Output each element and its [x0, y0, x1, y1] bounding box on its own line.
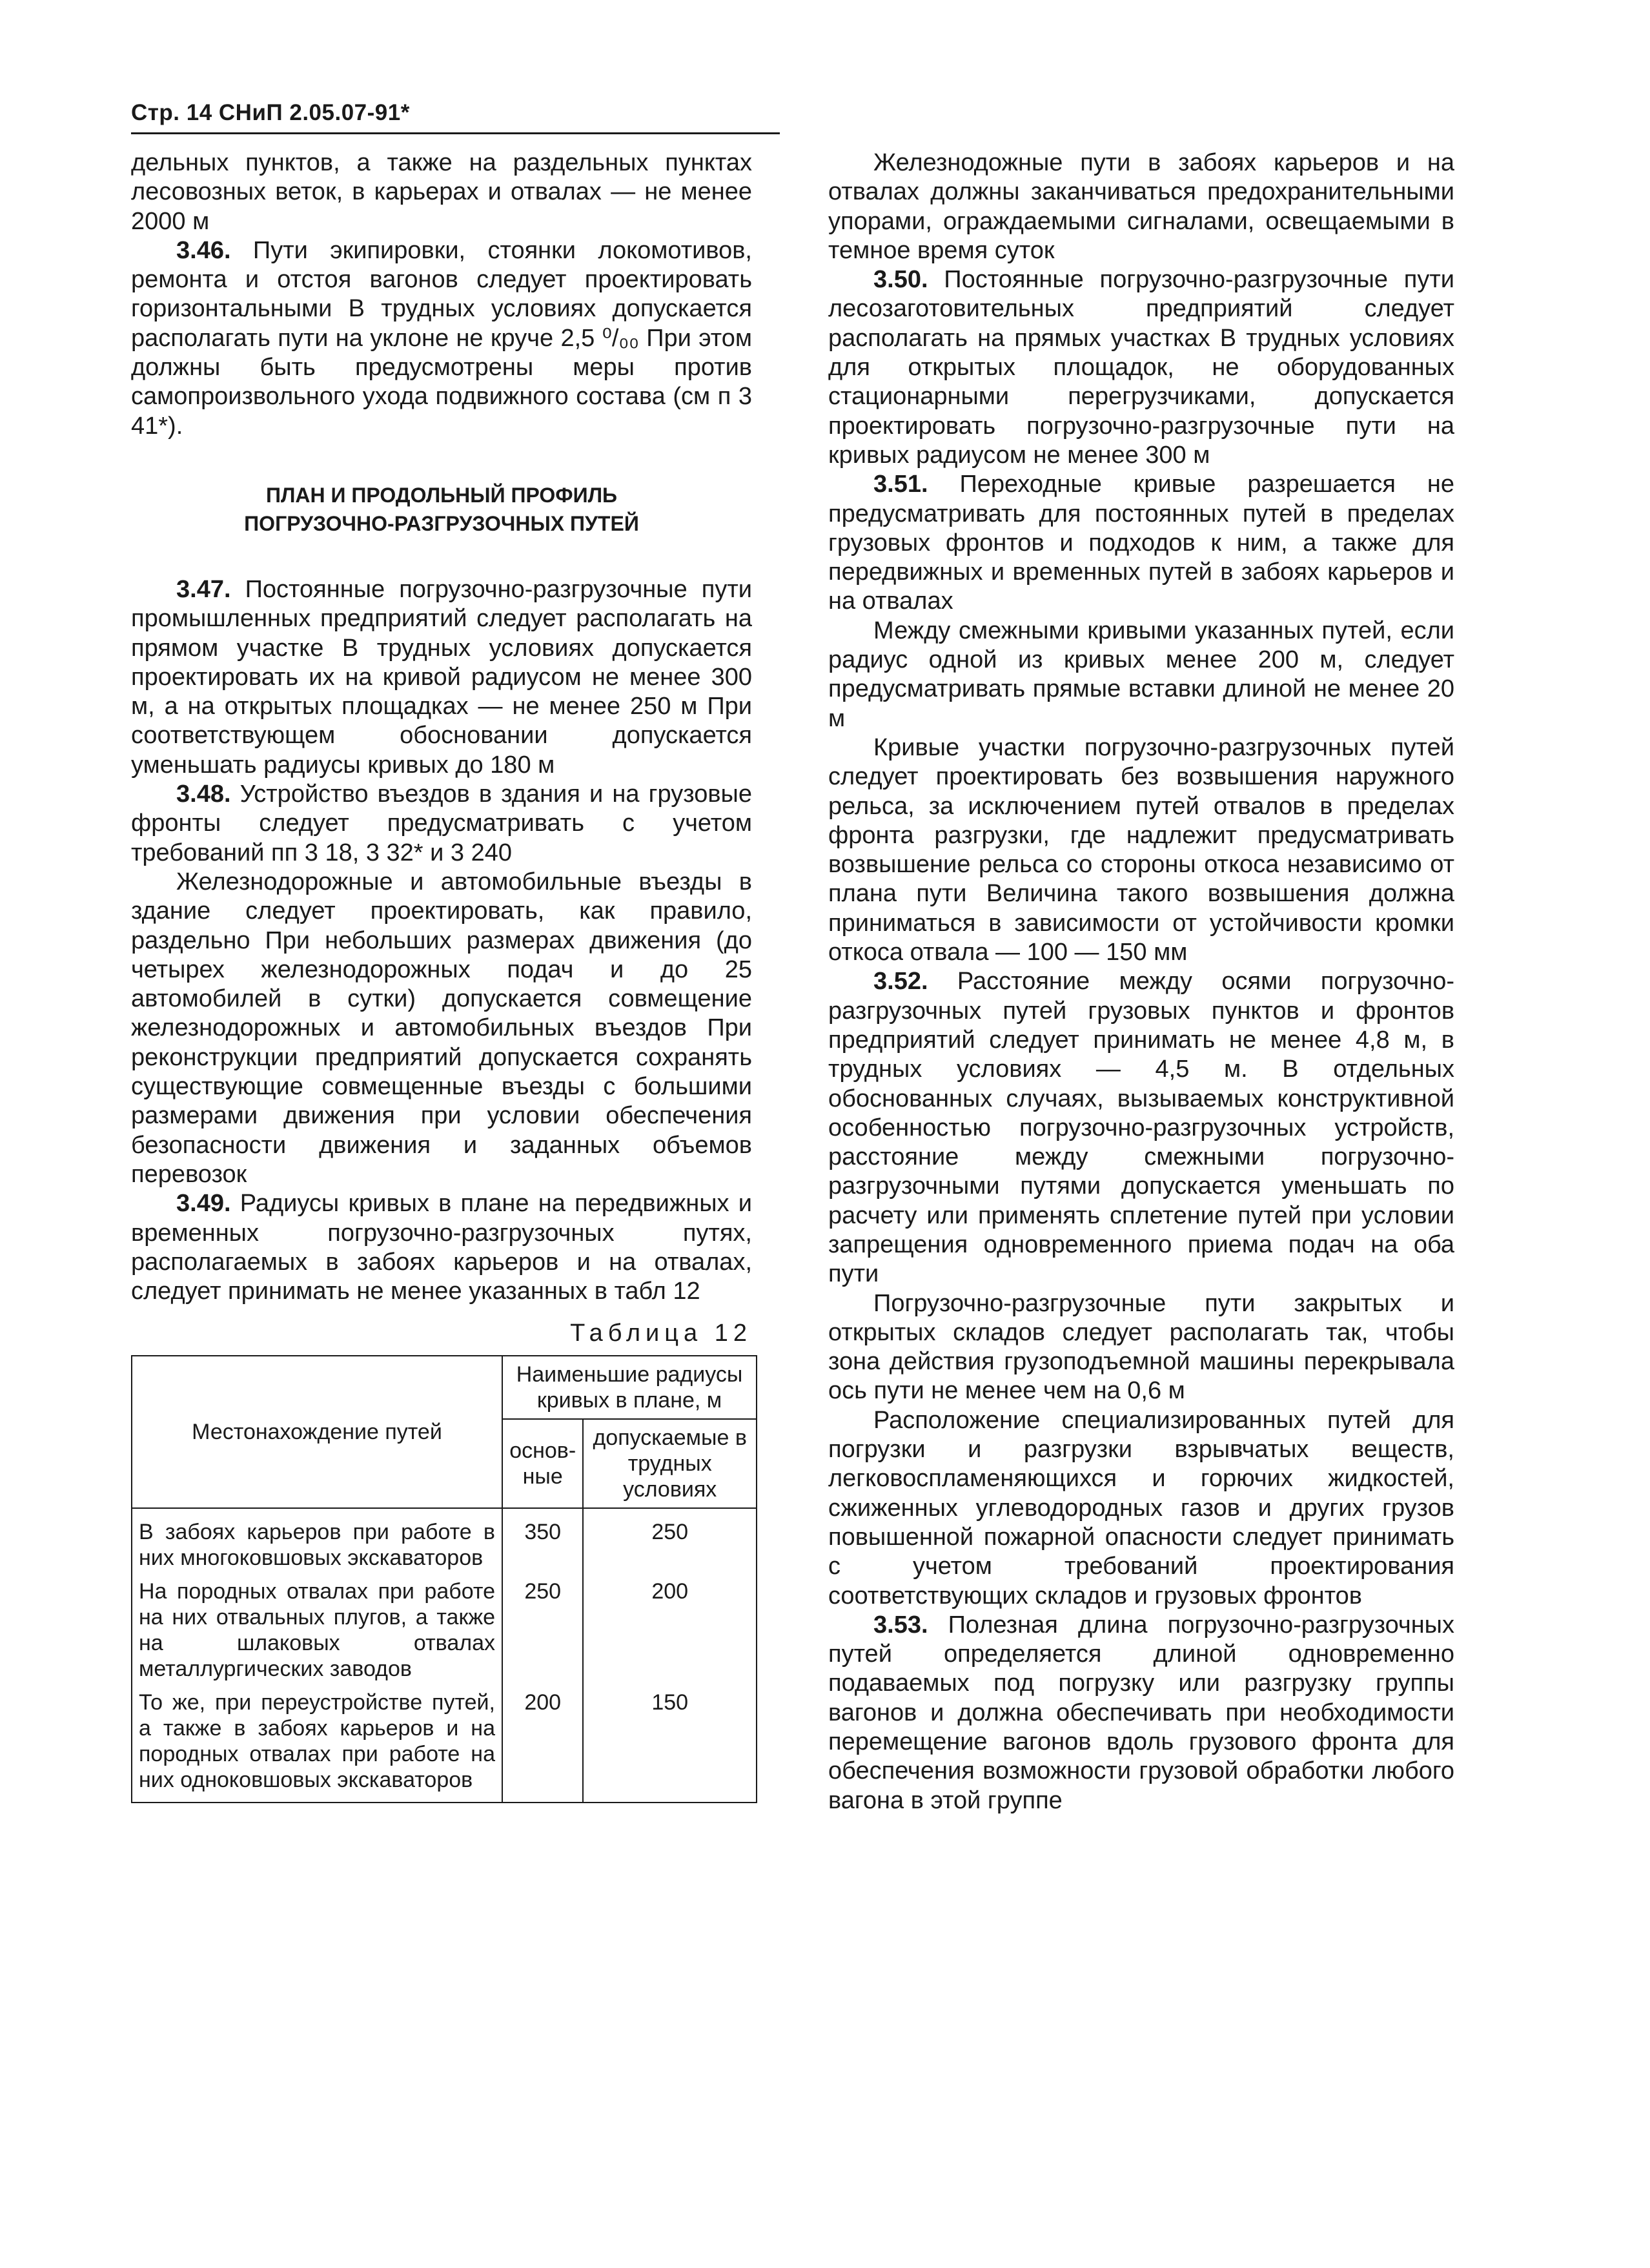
paragraph: Железнодорожные и автомобильные въезды в здание следует проектировать, как правило, раздельно При небольших размерах движения (до четырех железнодорожных подач и до 25 автомобилей в сутки) допускается совмещение железнодорожных и автомобильных въездов При реконструкции предприятий допускается сохранять существующие совмещенные въезды с большими размерами движения при условии обеспечения безопасности движения и заданных объемов перевозок — [131, 868, 752, 1188]
table-row — [132, 1686, 757, 1803]
cell-location: На породных отвалах при работе на них отвальных плугов, а также на шлаковых отвалах металлургических заводов — [132, 1575, 502, 1686]
paragraph: Между смежными кривыми указанных путей, если радиус одной из кривых менее 200 м, следует предусматривать прямые вставки длиной не менее 20 м — [828, 617, 1454, 732]
cell-allowed: 250 — [583, 1508, 757, 1575]
paragraph-3-49 — [131, 1189, 752, 1306]
header-main: основ-ные — [502, 1419, 583, 1508]
cell-location: То же, при переустройстве путей, а также в забоях карьеров и на породных отвалах при работе на них одноковшовых экскаваторов — [132, 1686, 502, 1803]
table-header-row — [132, 1356, 757, 1419]
clause-number: 3.53. — [873, 1611, 928, 1639]
paragraph-3-53 — [828, 1611, 1454, 1815]
paragraph: Железнодожные пути в забоях карьеров и на отвалах должны заканчиваться предохранительными упорами, ограждаемыми сигналами, освещаемыми в темное время суток — [828, 149, 1454, 264]
cell-location: В забоях карьеров при работе в них многоковшовых экскаваторов — [132, 1508, 502, 1575]
header-location: Местонахождение путей — [132, 1356, 502, 1508]
paragraph-text: Устройство въездов в здания и на грузовые фронты следует предусматривать с учетом требований пп 3 18, 3 32* и 3 240 — [131, 781, 752, 866]
paragraph-text: Полезная длина погрузочно-разгрузочных путей определяется длиной одновременно подаваемых под погрузку или разгрузку группы вагонов и должна обеспечивать при необходимости перемещение вагонов вдоль грузового фронта для обеспечения возможности грузовой обработки любого вагона в этой группе — [828, 1611, 1454, 1814]
section-title — [131, 481, 752, 538]
paragraph-text: Пути экипировки, стоянки локомотивов, ремонта и отстоя вагонов следует проектировать горизонтальными В трудных условиях допускается располагать пути на уклоне не круче 2,5 ⁰/₀₀ При этом должны быть предусмотрены меры против самопроизвольного ухода подвижного состава (см п 3 41*). — [131, 236, 752, 440]
page-header: Стр. 14 СНиП 2.05.07-91* — [131, 100, 410, 125]
cell-main: 250 — [502, 1575, 583, 1686]
paragraph-text: Постоянные погрузочно-разгрузочные пути лесозаготовительных предприятий следует располагать на прямых участках В трудных условиях для открытых площадок, не оборудованных стационарными перегрузчиками, допускается проектировать погрузочно-разгрузочные пути на кривых радиусом не менее 300 м — [828, 266, 1454, 469]
paragraph: дельных пунктов, а также на раздельных пунктах лесовозных веток, в карьерах и отвалах — не менее 2000 м — [131, 149, 752, 235]
paragraph-3-52 — [828, 967, 1454, 1289]
table-12 — [131, 1355, 757, 1803]
table-row — [132, 1508, 757, 1575]
paragraph-3-50 — [828, 265, 1454, 470]
table-caption: Таблица 12 — [570, 1320, 752, 1347]
paragraph-text: Расстояние между осями погрузочно-разгрузочных путей грузовых пунктов и фронтов предприятий следует принимать не менее 4,8 м, в трудных условиях — 4,5 м. В отдельных обоснованных случаях, вызываемых конструктивной особенностью погрузочно-разгрузочных устройств, расстояние между смежными погрузочно-разгрузочными путями допускается уменьшать по расчету или применять сплетение путей при условии запрещения одновременного приема подач на оба пути — [828, 968, 1454, 1288]
clause-number: 3.46. — [176, 236, 231, 264]
paragraph-3-47 — [131, 575, 752, 780]
clause-number: 3.47. — [176, 575, 231, 603]
cell-main: 350 — [502, 1508, 583, 1575]
header-radii: Наименьшие радиусы кривых в плане, м — [502, 1356, 757, 1419]
paragraph: Погрузочно-разгрузочные пути закрытых и открытых складов следует располагать так, чтобы зона действия грузоподъемной машины перекрывала ось пути не менее чем на 0,6 м — [828, 1289, 1454, 1405]
header-rule — [131, 132, 780, 134]
paragraph-3-46 — [131, 236, 752, 441]
table-row — [132, 1575, 757, 1686]
section-title-line-1: ПЛАН И ПРОДОЛЬНЫЙ ПРОФИЛЬ — [265, 483, 618, 507]
clause-number: 3.49. — [176, 1190, 231, 1218]
left-column — [131, 148, 752, 1803]
right-column — [828, 148, 1454, 1815]
clause-number: 3.48. — [176, 781, 231, 808]
paragraph: Расположение специализированных путей для погрузки и разгрузки взрывчатых веществ, легковоспламеняющихся и горючих жидкостей, сжиженных углеводородных газов и других грузов повышенной пожарной опасности следует принимать с учетом требований проектирования соответствующих складов и грузовых фронтов — [828, 1406, 1454, 1609]
paragraph-3-48 — [131, 780, 752, 868]
paragraph-text: Постоянные погрузочно-разгрузочные пути промышленных предприятий следует располагать на прямом участке В трудных условиях допускается проектировать их на кривой радиусом не менее 300 м, а на открытых площадках — не менее 250 м При соответствующем обосновании допускается уменьшать радиусы кривых до 180 м — [131, 575, 752, 779]
cell-main: 200 — [502, 1686, 583, 1803]
cell-allowed: 150 — [583, 1686, 757, 1803]
clause-number: 3.51. — [873, 471, 928, 498]
clause-number: 3.52. — [873, 968, 928, 996]
paragraph: Кривые участки погрузочно-разгрузочных путей следует проектировать без возвышения наружного рельса, за исключением путей отвалов в пределах фронта разгрузки, где надлежит предусматривать возвышение рельса со стороны откоса независимо от плана пути Величина такого возвышения должна приниматься в зависимости от устойчивости кромки откоса отвала — 100 — 150 мм — [828, 733, 1454, 966]
header-allowed: допускаемые в трудных условиях — [583, 1419, 757, 1508]
clause-number: 3.50. — [873, 266, 928, 294]
cell-allowed: 200 — [583, 1575, 757, 1686]
paragraph-text: Переходные кривые разрешается не предусматривать для постоянных путей в пределах грузовых фронтов и подходов к ним, а также для передвижных и временных путей в забоях карьеров и на отвалах — [828, 471, 1454, 615]
paragraph-text: Радиусы кривых в плане на передвижных и временных погрузочно-разгрузочных путях, располагаемых в забоях карьеров и на отвалах, следует принимать не менее указанных в табл 12 — [131, 1190, 752, 1305]
paragraph-3-51 — [828, 470, 1454, 616]
section-title-line-2: ПОГРУЗОЧНО-РАЗГРУЗОЧНЫХ ПУТЕЙ — [244, 511, 639, 535]
